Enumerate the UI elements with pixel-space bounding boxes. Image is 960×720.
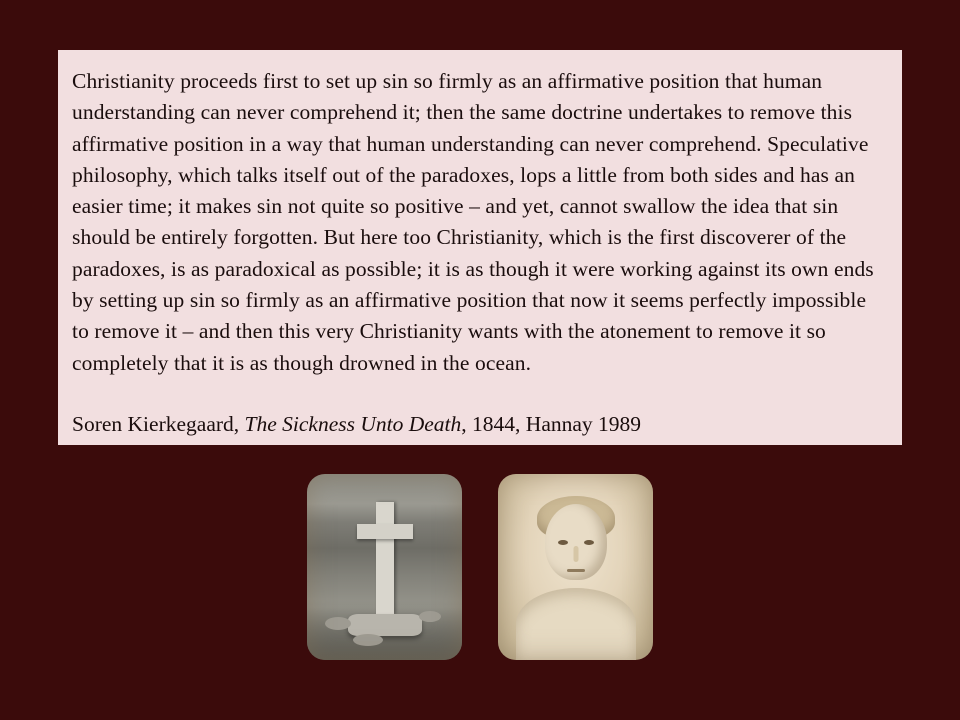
- image-row: [0, 474, 960, 674]
- kierkegaard-portrait-photo: [498, 474, 653, 660]
- quote-card: [58, 50, 902, 445]
- quote-text: Christianity proceeds first to set up sin so firmly as an affirmative position that human understanding can never comprehend it; then the same doctrine undertakes to remove this affirmative position in a way that human understanding can never comprehend. Speculative philosophy, which talks itself out of the paradoxes, lops a little from both sides and has an easier time; it makes sin not quite so positive – and yet, cannot swallow the idea that sin should be entirely forgotten. But here too Christianity, which is the first discoverer of the paradoxes, is as paradoxical as possible; it is as though it were working against its own ends by setting up sin so firmly as an affirmative position that now it seems perfectly impossible to remove it – and then this very Christianity wants with the atonement to remove it so completely that it is as though drowned in the ocean.: [72, 69, 874, 375]
- rock: [419, 611, 441, 622]
- attribution-work-title: The Sickness Unto Death: [244, 411, 462, 436]
- attribution: [72, 409, 880, 439]
- attribution-rest: , 1844, Hannay 1989: [461, 411, 642, 436]
- cross-vertical-beam: [376, 502, 394, 614]
- portrait-shoulders: [516, 588, 636, 660]
- cross-base-stones: [348, 614, 422, 636]
- portrait-mouth: [567, 569, 585, 572]
- attribution-author: Soren Kierkegaard,: [72, 411, 240, 436]
- portrait-eye-left: [558, 540, 568, 545]
- portrait-nose: [573, 546, 578, 562]
- rock: [353, 634, 383, 646]
- portrait-eye-right: [584, 540, 594, 545]
- stone-cross-photo: [307, 474, 462, 660]
- cross-horizontal-beam: [357, 524, 413, 539]
- rock: [325, 617, 351, 630]
